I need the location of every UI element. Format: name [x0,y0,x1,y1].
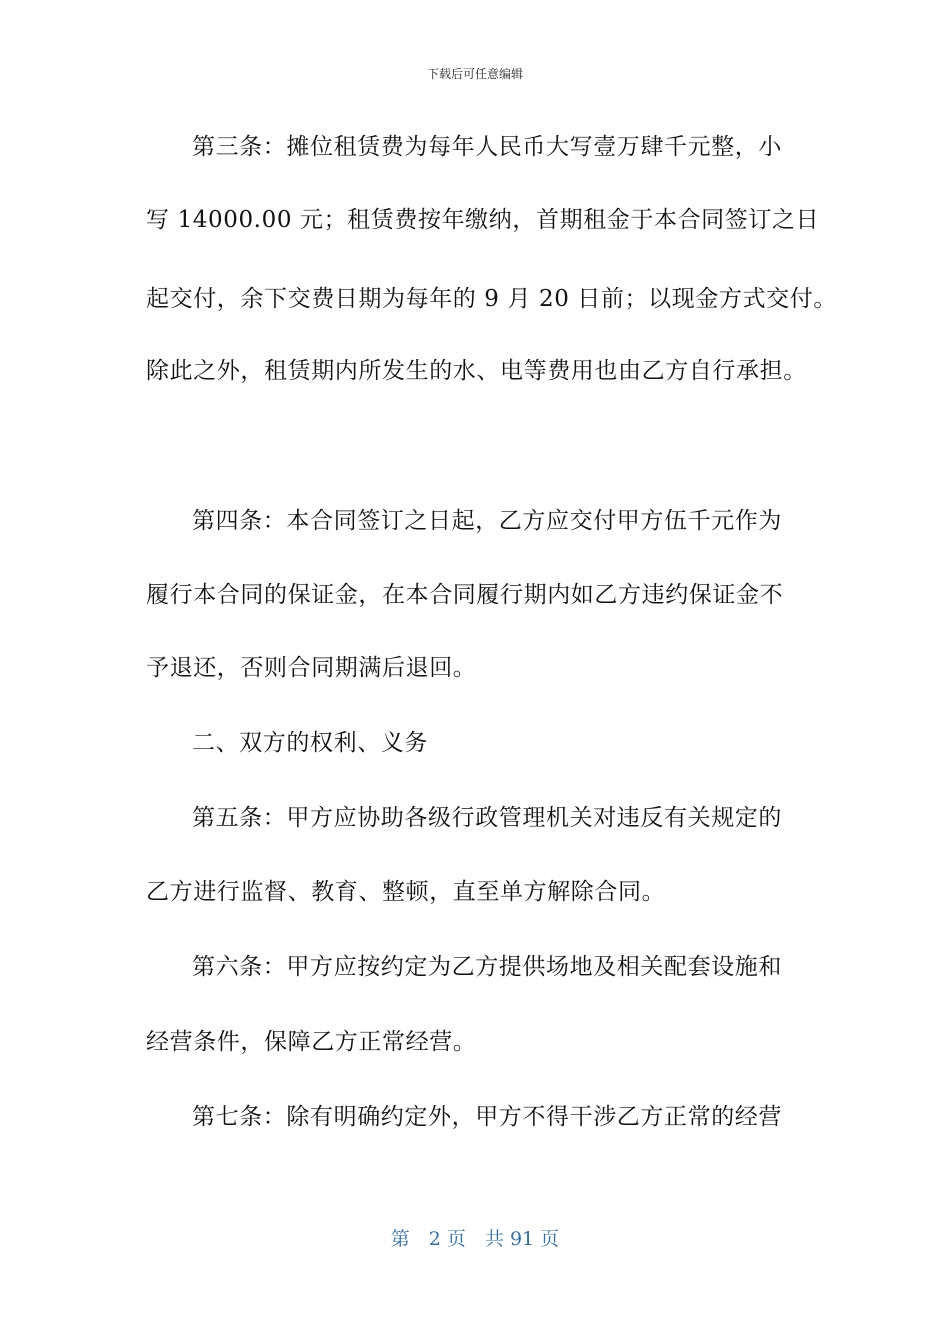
paragraph-line: 除此之外，租赁期内所发生的水、电等费用也由乙方自行承担。 [146,358,807,384]
paragraph-line: 第三条：摊位租赁费为每年人民币大写壹万肆千元整，小 [192,134,782,160]
paragraph-line: 履行本合同的保证金，在本合同履行期内如乙方违约保证金不 [146,582,784,608]
page-header: 下载后可任意编辑 [426,67,523,81]
paragraph-line: 起交付，余下交费日期为每年的 9 月 20 日前；以现金方式交付。 [146,286,837,312]
paragraph-line: 经营条件，保障乙方正常经营。 [146,1029,477,1055]
paragraph-line: 第六条：甲方应按约定为乙方提供场地及相关配套设施和 [192,954,782,980]
paragraph-line: 予退还，否则合同期满后退回。 [146,655,477,681]
paragraph-line: 写 14000.00 元；租赁费按年缴纳，首期租金于本合同签订之日 [146,207,820,233]
paragraph-line: 第七条：除有明确约定外，甲方不得干涉乙方正常的经营 [192,1104,782,1130]
paragraph-line: 乙方进行监督、教育、整顿，直至单方解除合同。 [146,879,666,905]
paragraph-line: 第五条：甲方应协助各级行政管理机关对违反有关规定的 [192,805,782,831]
page-number-footer: 第 2 页 共 91 页 [390,1228,560,1250]
section-heading: 二、双方的权利、义务 [192,730,428,756]
paragraph-line: 第四条：本合同签订之日起，乙方应交付甲方伍千元作为 [192,508,782,534]
